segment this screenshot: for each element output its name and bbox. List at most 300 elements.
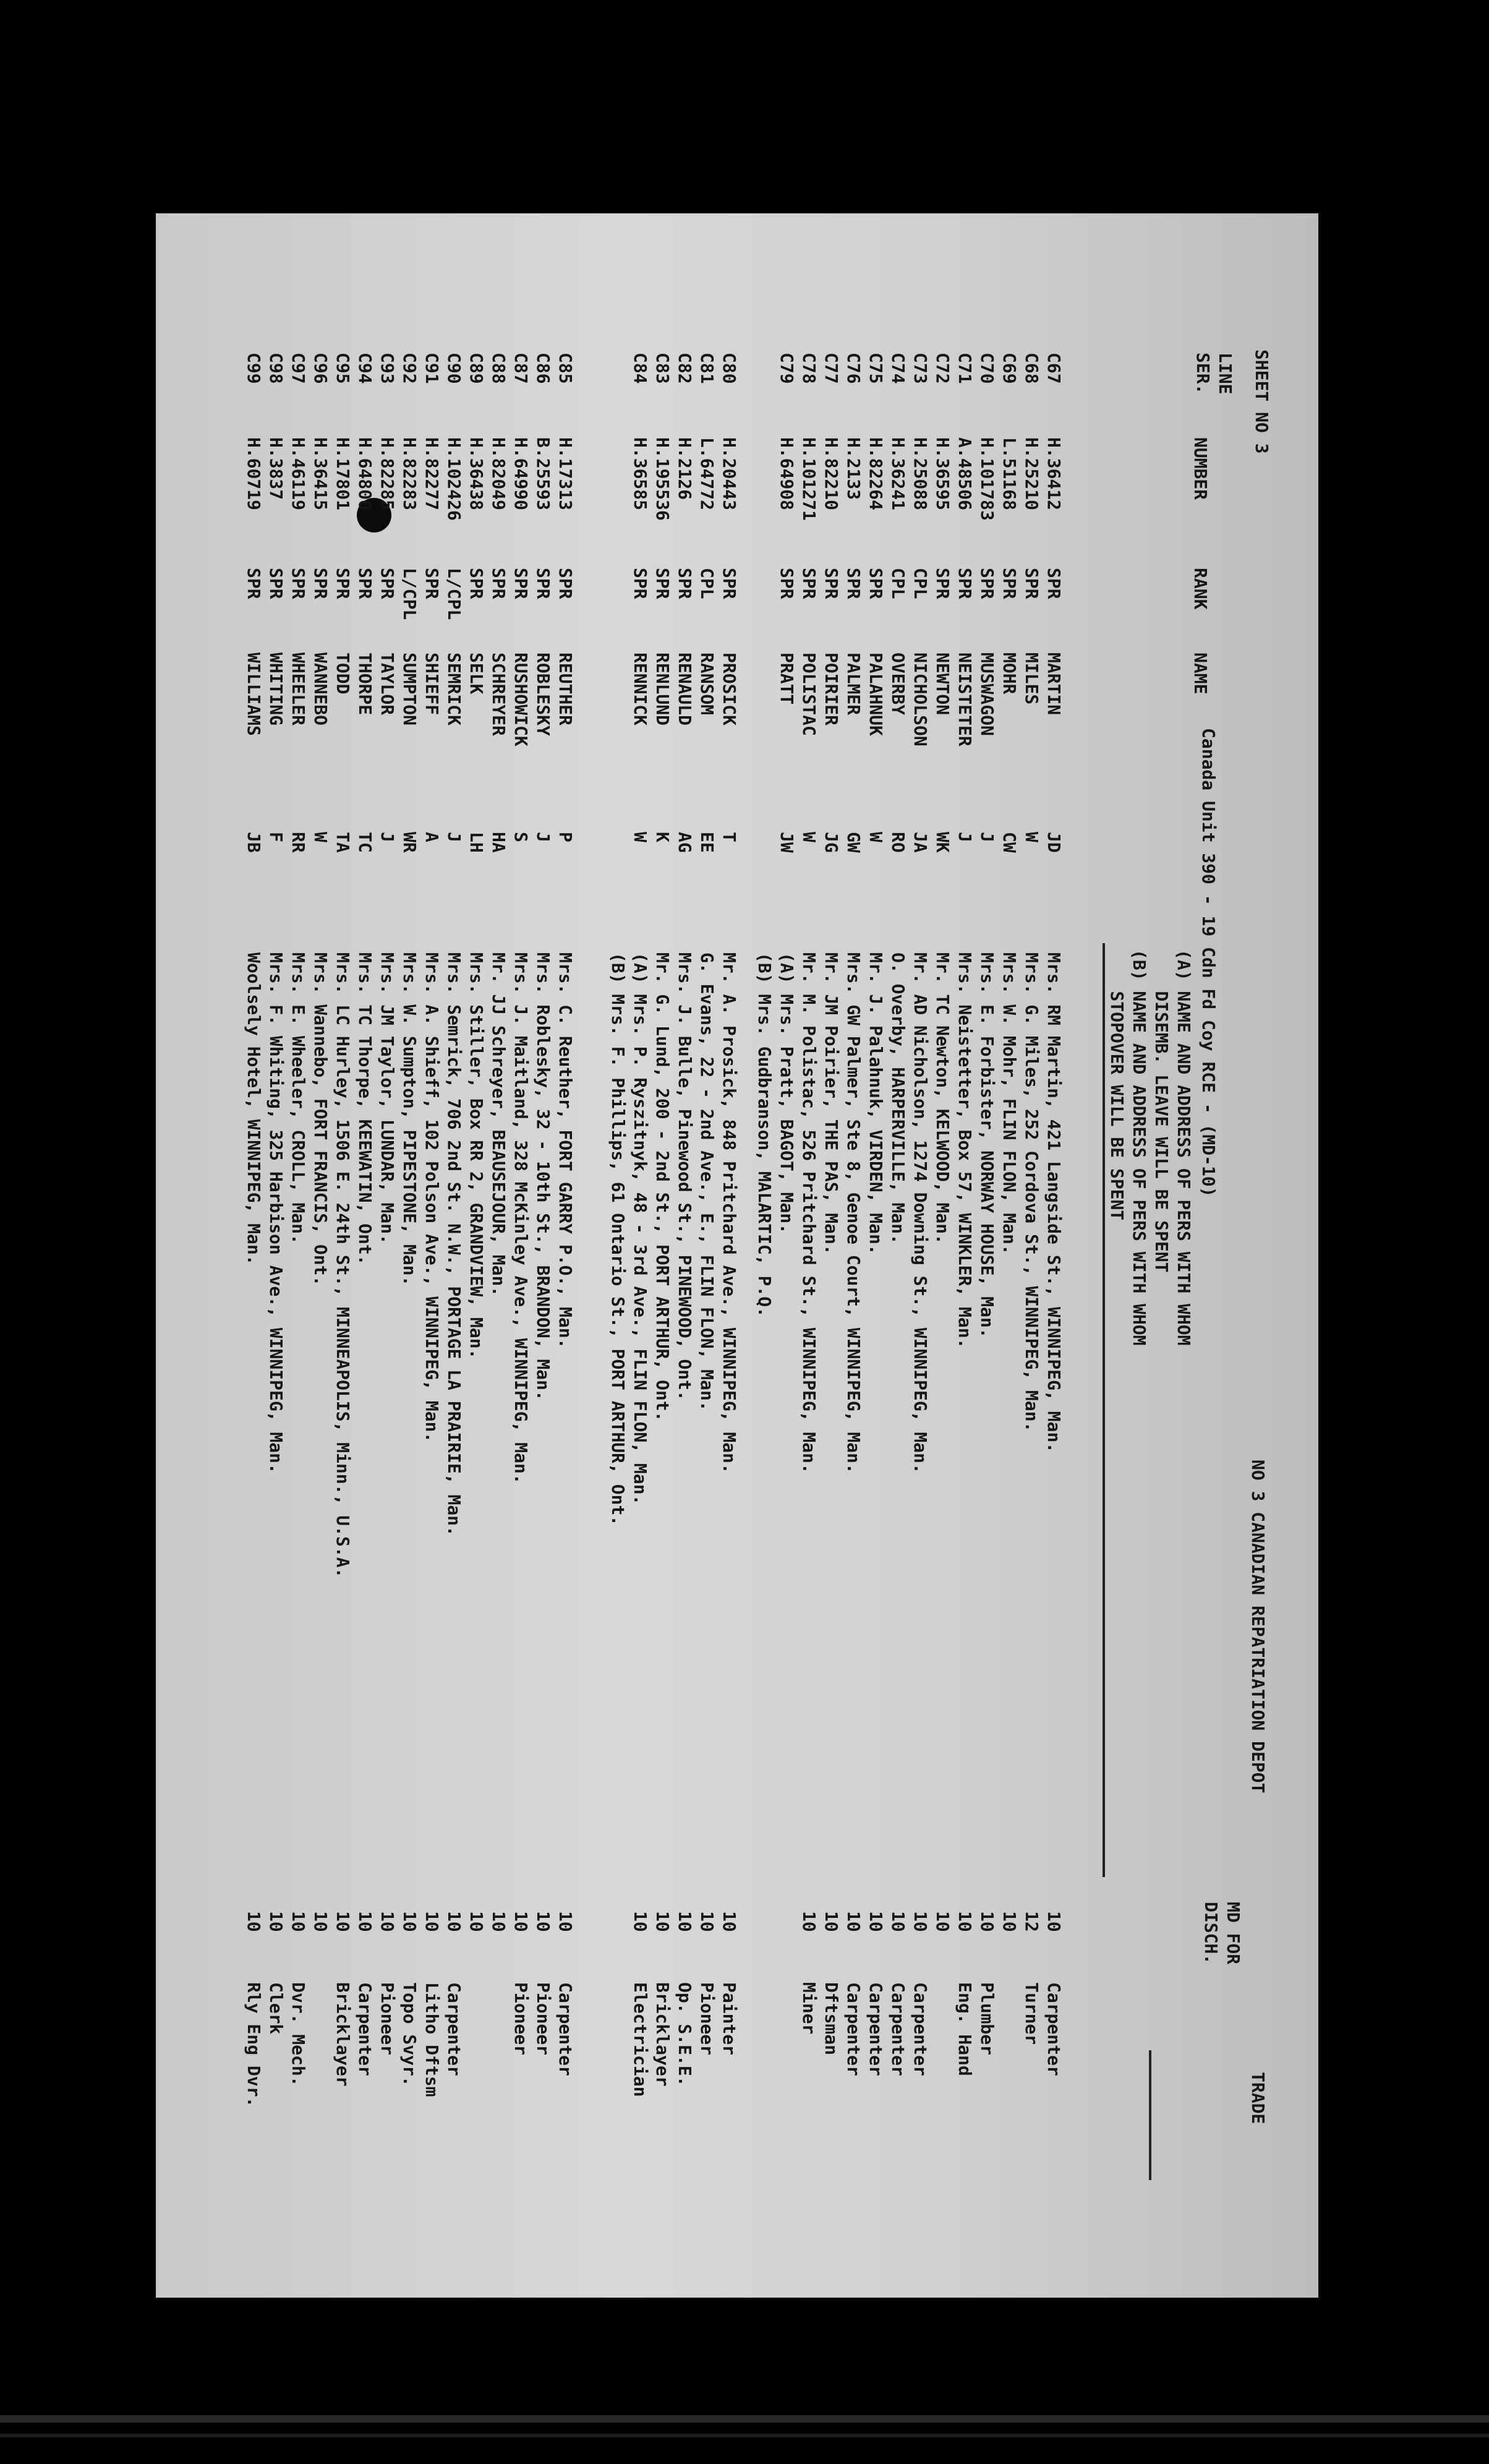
column-addr-group-2 [242, 952, 576, 1578]
cell-code: RO [888, 832, 908, 853]
cell-md: 10 [799, 1911, 819, 1932]
column-addr-group-0 [753, 952, 1065, 1474]
cell-num: H.64800 [355, 437, 375, 511]
cell-addr: Mrs. Semrick, 706 2nd St. N.W., PORTAGE LA PRAIRIE, Man. [444, 952, 464, 1537]
cell-rank: SPR [652, 568, 673, 599]
cell-trade [465, 1982, 487, 2107]
trade-rule [1149, 2050, 1151, 2180]
cell-md: 10 [697, 1911, 717, 1932]
cell-md: 10 [1044, 1911, 1064, 1932]
cell-ser: C69 [999, 353, 1020, 384]
cell-num: H.3837 [266, 437, 286, 500]
cell-ser: C78 [799, 353, 819, 384]
cell-rank: SPR [932, 568, 953, 599]
cell-num: H.36585 [630, 437, 651, 511]
column-md-group-2 [242, 1911, 576, 1932]
cell-md: 10 [511, 1911, 531, 1932]
column-code-group-1 [607, 832, 740, 853]
cell-md: 10 [288, 1911, 309, 1932]
cell-addr: O. Overby, HARPERVILLE, Man. [888, 952, 908, 1245]
cell-rank: SPR [675, 568, 695, 599]
cell-code: GW [843, 832, 864, 853]
cell-rank: SPR [533, 568, 553, 599]
cell-trade: Painter [719, 1982, 740, 2056]
cell-name: MOHR [999, 652, 1020, 695]
cell-rank: CPL [910, 568, 931, 599]
film-edge-band-lower [0, 2434, 1489, 2437]
cell-code: HA [489, 832, 509, 853]
cell-name: WHEELER [288, 652, 309, 726]
cell-trade: Litho Dftsm [422, 1982, 442, 2097]
cell-rank: SPR [511, 568, 531, 599]
cell-addr: Mr. M. Polistac, 526 Pritchard St., WINNIPEG, Man. [799, 952, 819, 1474]
cell-md [753, 1911, 775, 1932]
cell-md: 10 [422, 1911, 442, 1932]
cell-md: 10 [399, 1911, 420, 1932]
cell-addr: Mrs. RM Martin, 421 Langside St., WINNIPEG, Man. [1044, 952, 1064, 1453]
cell-num: A.48506 [955, 437, 975, 511]
cell-addr: (B) Mrs. Gudbranson, MALARTIC, P.Q. [754, 952, 775, 1318]
cell-trade: Carpenter [843, 1982, 864, 2076]
cell-num: H.102426 [444, 437, 464, 521]
cell-trade: Carpenter [888, 1982, 908, 2076]
cell-trade: Carpenter [555, 1982, 576, 2076]
cell-md: 10 [444, 1911, 464, 1932]
cell-md: 10 [333, 1911, 353, 1932]
cell-name: SHIEFF [422, 652, 442, 716]
cell-rank: CPL [888, 568, 908, 599]
cell-trade [753, 1982, 775, 2076]
col-number-header: NUMBER [1190, 437, 1211, 500]
cell-md: 10 [955, 1911, 975, 1932]
cell-ser: C92 [399, 353, 420, 384]
cell-name: RENLUND [652, 652, 673, 726]
cell-addr: Mr. J. Palahnuk, VIRDEN, Man. [866, 952, 886, 1255]
cell-trade: Miner [799, 1982, 819, 2035]
column-ser-group-2 [242, 353, 576, 384]
cell-trade: Pioneer [511, 1982, 531, 2056]
cell-code: J [444, 832, 464, 842]
cell-num: H.25088 [910, 437, 931, 511]
cell-ser: C71 [955, 353, 975, 384]
cell-name: POLISTAC [799, 652, 819, 736]
rotated-document-content [156, 213, 1318, 2298]
cell-trade [775, 1982, 798, 2076]
cell-ser: C70 [977, 353, 997, 384]
document-page [156, 213, 1318, 2298]
cell-code: JB [244, 832, 264, 853]
cell-ser: C87 [511, 353, 531, 384]
cell-trade: Carpenter [355, 1982, 375, 2076]
cell-ser: C75 [866, 353, 886, 384]
cell-ser: C99 [244, 353, 264, 384]
column-num-group-0 [753, 437, 1065, 521]
cell-name: PALAHNUK [866, 652, 886, 736]
cell-addr: Mrs. C. Reuther, FORT GARRY P.O., Man. [555, 952, 576, 1349]
cell-num: H.36412 [1044, 437, 1064, 511]
cell-name: RENAULD [675, 652, 695, 726]
cell-rank: SPR [489, 568, 509, 599]
cell-code: J [955, 832, 975, 842]
cell-num: H.82264 [866, 437, 886, 511]
cell-ser: C86 [533, 353, 553, 384]
cell-rank: SPR [422, 568, 442, 599]
cell-rank: SPR [821, 568, 842, 599]
cell-name: RUSHOWICK [511, 652, 531, 746]
cell-num: H.17801 [333, 437, 353, 511]
cell-trade: Electrician [630, 1982, 651, 2097]
cell-ser: C67 [1044, 353, 1064, 384]
cell-md: 10 [533, 1911, 553, 1932]
cell-ser: C98 [266, 353, 286, 384]
cell-md [607, 1911, 629, 1932]
cell-rank: L/CPL [444, 568, 464, 620]
cell-rank [753, 568, 775, 599]
cell-addr: Mrs. LC Hurley, 1506 E. 24th St., MINNEAPOLIS, Minn., U.S.A. [333, 952, 353, 1578]
cell-rank: SPR [266, 568, 286, 599]
cell-md: 10 [489, 1911, 509, 1932]
cell-md [775, 1911, 798, 1932]
cell-code: K [652, 832, 673, 842]
cell-trade: Carpenter [444, 1982, 464, 2076]
cell-rank: SPR [333, 568, 353, 599]
cell-ser: C93 [377, 353, 398, 384]
header-rule [1103, 943, 1105, 1877]
cell-ser: C91 [422, 353, 442, 384]
col-md-header: MD FOR DISCH. [1201, 1902, 1244, 1965]
cell-trade: Carpenter [1044, 1982, 1064, 2076]
cell-trade: Eng. Hand [955, 1982, 975, 2076]
cell-ser: C72 [932, 353, 953, 384]
cell-name: PALMER [843, 652, 864, 716]
col-name-header: NAME [1190, 652, 1211, 695]
cell-code: LH [466, 832, 487, 853]
cell-ser: C73 [910, 353, 931, 384]
cell-addr: Mrs. Roblesky, 32 - 10th St., BRANDON, Man. [533, 952, 553, 1401]
cell-code: S [511, 832, 531, 842]
cell-name: TODD [333, 652, 353, 695]
cell-num: H.20443 [719, 437, 740, 511]
cell-ser: C81 [697, 353, 717, 384]
cell-addr: Mrs. G. Miles, 252 Cordova St., WINNIPEG, Man. [1022, 952, 1042, 1432]
column-name-group-1 [607, 652, 740, 725]
cell-addr: (A) Mrs. P. Ryszitnyk, 48 - 3rd Ave., FLIN FLON, Man. [630, 952, 651, 1505]
cell-num: H.82049 [489, 437, 509, 511]
cell-num: H.25210 [1022, 437, 1042, 511]
cell-ser: C83 [652, 353, 673, 384]
cell-rank: CPL [697, 568, 717, 599]
column-md-group-0 [753, 1911, 1065, 1932]
cell-md: 10 [652, 1911, 673, 1932]
cell-rank: SPR [630, 568, 651, 599]
cell-code: J [377, 832, 398, 842]
cell-name [753, 652, 775, 746]
cell-rank: SPR [555, 568, 576, 599]
column-num-group-2 [242, 437, 576, 521]
cell-md: 10 [999, 1911, 1020, 1932]
cell-num: H.60719 [244, 437, 264, 511]
column-num-group-1 [607, 437, 740, 521]
cell-name: THORPE [355, 652, 375, 716]
cell-addr: Mrs. E. Wheeler, CROLL, Man. [288, 952, 309, 1245]
cell-addr: (A) Mrs. Pratt, BAGOT, Man. [777, 952, 797, 1234]
cell-num: L.64772 [697, 437, 717, 511]
cell-trade: Pioneer [533, 1982, 553, 2056]
cell-name: SELK [466, 652, 487, 695]
cell-num: H.2126 [675, 437, 695, 500]
cell-num [753, 437, 775, 521]
cell-addr: Mrs. TC Thorpe, KEEWATIN, Ont. [355, 952, 375, 1265]
cell-rank: SPR [999, 568, 1020, 599]
cell-num: H.101271 [799, 437, 819, 521]
cell-rank: SPR [719, 568, 740, 599]
cell-addr: Mr. JM Poirier, THE PAS, Man. [821, 952, 842, 1255]
cell-md: 10 [630, 1911, 651, 1932]
cell-code: JG [821, 832, 842, 853]
cell-num: H.82277 [422, 437, 442, 511]
cell-trade: Bricklayer [652, 1982, 673, 2087]
cell-trade: Dftsman [821, 1982, 842, 2056]
cell-ser: C84 [630, 353, 651, 384]
cell-ser: C97 [288, 353, 309, 384]
cell-addr: Mrs. W. Sumpton, PIPESTONE, Man. [399, 952, 420, 1286]
column-addr-group-1 [607, 952, 740, 1526]
cell-num: H.36595 [932, 437, 953, 511]
cell-code: T [719, 832, 740, 842]
cell-name: TAYLOR [377, 652, 398, 716]
cell-rank: SPR [777, 568, 797, 599]
cell-name: REUTHER [555, 652, 576, 726]
cell-code: WK [932, 832, 953, 853]
cell-md: 10 [355, 1911, 375, 1932]
film-edge-band [0, 2415, 1489, 2423]
cell-md: 10 [910, 1911, 931, 1932]
cell-addr: Mr. AD Nicholson, 1274 Downing St., WINNIPEG, Man. [910, 952, 931, 1474]
cell-name: RANSOM [697, 652, 717, 716]
cell-num: H.82210 [821, 437, 842, 511]
cell-trade: Rly Eng Dvr. [244, 1982, 264, 2108]
cell-code: F [266, 832, 286, 842]
cell-md: 10 [555, 1911, 576, 1932]
cell-num: L.51168 [999, 437, 1020, 511]
cell-addr: Mrs. F. Whiting, 325 Harbison Ave., WINNIPEG, Man. [266, 952, 286, 1474]
unit-title: Canada Unit 390 - 19 Cdn Fd Coy RCE - (MD-10) [1198, 728, 1219, 1197]
cell-addr: (B) Mrs. F. Phillips, 61 Ontario St., PORT ARTHUR, Ont. [608, 952, 628, 1526]
cell-name: SEMRICK [444, 652, 464, 726]
column-rank-group-1 [607, 568, 740, 599]
cell-ser: C90 [444, 353, 464, 384]
cell-md: 10 [310, 1911, 331, 1932]
cell-code: JW [777, 832, 797, 853]
cell-trade: Dvr. Mech. [288, 1982, 309, 2087]
cell-name: PRATT [777, 652, 797, 705]
column-trade-group-1 [607, 1982, 740, 2097]
cell-name: POIRIER [821, 652, 842, 726]
cell-rank: SPR [843, 568, 864, 599]
cell-addr: Mrs. J. Bulle, Pinewood St., PINEWOOD, Ont. [675, 952, 695, 1401]
cell-num [607, 437, 629, 521]
column-code-group-0 [753, 832, 1065, 853]
cell-md: 10 [466, 1911, 487, 1932]
cell-name: NICHOLSON [910, 652, 931, 746]
cell-code [607, 832, 629, 853]
sheet-number: SHEET NO 3 [1252, 349, 1272, 454]
cell-rank: SPR [244, 568, 264, 599]
col-trade-header: TRADE [1248, 2072, 1268, 2124]
cell-trade: Op. S.E.E. [675, 1982, 695, 2087]
column-ser-group-1 [607, 353, 740, 384]
column-name-group-0 [753, 652, 1065, 746]
cell-addr: Mrs. JM Taylor, LUNDAR, Man. [377, 952, 398, 1245]
cell-rank: SPR [977, 568, 997, 599]
cell-rank: SPR [955, 568, 975, 599]
cell-code: JA [910, 832, 931, 853]
cell-num: H.82283 [399, 437, 420, 511]
cell-ser: C76 [843, 353, 864, 384]
cell-num: H.36438 [466, 437, 487, 511]
cell-trade [931, 1982, 954, 2076]
col-address-b-header: (B) NAME AND ADDRESS OF PERS WITH WHOM STOPOVER WILL BE SPENT [1107, 949, 1150, 1346]
col-address-a-header: (A) NAME AND ADDRESS OF PERS WITH WHOM DISEMB. LEAVE WILL BE SPENT [1151, 949, 1194, 1346]
cell-rank: SPR [310, 568, 331, 599]
cell-name: MILES [1022, 652, 1042, 705]
cell-trade [998, 1982, 1020, 2076]
cell-rank: L/CPL [399, 568, 420, 620]
cell-addr: Mr. TC Newton, KELWOOD, Man. [932, 952, 953, 1245]
cell-num: H.64990 [511, 437, 531, 511]
cell-num: H.101783 [977, 437, 997, 521]
cell-md: 10 [244, 1911, 264, 1932]
cell-md: 10 [888, 1911, 908, 1932]
col-line-ser-header: LINE SER. [1193, 353, 1235, 395]
cell-num: H.46119 [288, 437, 309, 511]
cell-name [607, 652, 629, 725]
cell-name: OVERBY [888, 652, 908, 716]
cell-md: 10 [866, 1911, 886, 1932]
cell-name: MUSWAGON [977, 652, 997, 736]
cell-rank [607, 568, 629, 599]
cell-ser: C79 [777, 353, 797, 384]
cell-md: 10 [266, 1911, 286, 1932]
cell-md: 10 [719, 1911, 740, 1932]
cell-code: CW [999, 832, 1020, 853]
cell-name: NEWTON [932, 652, 953, 716]
cell-code: A [422, 832, 442, 842]
cell-md: 10 [675, 1911, 695, 1932]
cell-trade: Turner [1022, 1982, 1042, 2045]
cell-rank: SPR [466, 568, 487, 599]
cell-rank: SPR [1022, 568, 1042, 599]
cell-addr: Mr. JJ Schreyer, BEAUSEJOUR, Man. [489, 952, 509, 1297]
cell-addr: Woolsely Hotel, WINNIPEG, Man. [244, 952, 264, 1265]
cell-num: H.36241 [888, 437, 908, 511]
cell-name: NEISTETER [955, 652, 975, 746]
cell-ser [753, 353, 775, 384]
column-trade-group-0 [753, 1982, 1065, 2076]
cell-rank: SPR [288, 568, 309, 599]
cell-md: 10 [977, 1911, 997, 1932]
cell-addr: Mrs. J. Maitland, 328 McKinley Ave., WINNIPEG, Man. [511, 952, 531, 1484]
cell-ser: C80 [719, 353, 740, 384]
cell-num: H.17313 [555, 437, 576, 511]
cell-trade: Pioneer [697, 1982, 717, 2056]
cell-md: 10 [821, 1911, 842, 1932]
cell-ser: C85 [555, 353, 576, 384]
cell-ser: C68 [1022, 353, 1042, 384]
cell-code: W [310, 832, 331, 842]
cell-code: RR [288, 832, 309, 853]
cell-md: 10 [932, 1911, 953, 1932]
cell-addr: Mrs. Stiller, Box RR 2, GRANDVIEW, Man. [466, 952, 487, 1359]
cell-num: H.36415 [310, 437, 331, 511]
cell-trade [607, 1982, 629, 2097]
cell-code: TA [333, 832, 353, 853]
cell-name: WILLIAMS [244, 652, 264, 736]
cell-trade: Plumber [977, 1982, 997, 2056]
cell-name: ROBLESKY [533, 652, 553, 736]
cell-ser [607, 353, 629, 384]
cell-addr: Mrs. E. Forbister, NORWAY HOUSE, Man. [977, 952, 997, 1338]
cell-ser: C77 [821, 353, 842, 384]
cell-code: W [1022, 832, 1042, 842]
cell-trade [487, 1982, 510, 2107]
cell-trade: Topo Svyr. [399, 1982, 420, 2087]
column-trade-group-2 [242, 1982, 576, 2107]
cell-trade [309, 1982, 331, 2107]
depot-title: NO 3 CANADIAN REPATRIATION DEPOT [1248, 1460, 1268, 1794]
cell-code: J [977, 832, 997, 842]
cell-trade: Carpenter [866, 1982, 886, 2076]
cell-code: TC [355, 832, 375, 853]
cell-num: B.25593 [533, 437, 553, 511]
cell-ser: C89 [466, 353, 487, 384]
cell-code: W [866, 832, 886, 842]
column-code-group-2 [242, 832, 576, 853]
cell-rank: SPR [355, 568, 375, 599]
cell-name: SCHREYER [489, 652, 509, 736]
cell-ser: C96 [310, 353, 331, 384]
cell-trade: Clerk [266, 1982, 286, 2035]
cell-trade: Pioneer [377, 1982, 398, 2056]
cell-trade: Carpenter [910, 1982, 931, 2076]
column-rank-group-2 [242, 568, 576, 620]
cell-num: H.195536 [652, 437, 673, 521]
cell-name: WANNEBO [310, 652, 331, 726]
cell-rank: SPR [866, 568, 886, 599]
cell-code: EE [697, 832, 717, 853]
cell-md: 10 [843, 1911, 864, 1932]
cell-name: PROSICK [719, 652, 740, 726]
cell-num: H.2133 [843, 437, 864, 500]
column-md-group-1 [607, 1911, 740, 1932]
cell-code: WR [399, 832, 420, 853]
column-name-group-2 [242, 652, 576, 746]
cell-rank: SPR [799, 568, 819, 599]
cell-code: JD [1044, 832, 1064, 853]
cell-name: RENNICK [630, 652, 651, 726]
cell-code: J [533, 832, 553, 842]
cell-addr: Mrs. Wannebo, FORT FRANCIS, Ont. [310, 952, 331, 1286]
cell-md: 10 [377, 1911, 398, 1932]
cell-rank: SPR [377, 568, 398, 599]
cell-ser: C88 [489, 353, 509, 384]
cell-addr: Mr. A. Prosick, 848 Pritchard Ave., WINNIPEG, Man. [719, 952, 740, 1474]
column-rank-group-0 [753, 568, 1065, 599]
cell-num: H.64908 [777, 437, 797, 511]
cell-code [753, 832, 775, 853]
cell-addr: Mr. G. Lund, 200 - 2nd St., PORT ARTHUR, Ont. [652, 952, 673, 1422]
cell-name: SUMPTON [399, 652, 420, 726]
